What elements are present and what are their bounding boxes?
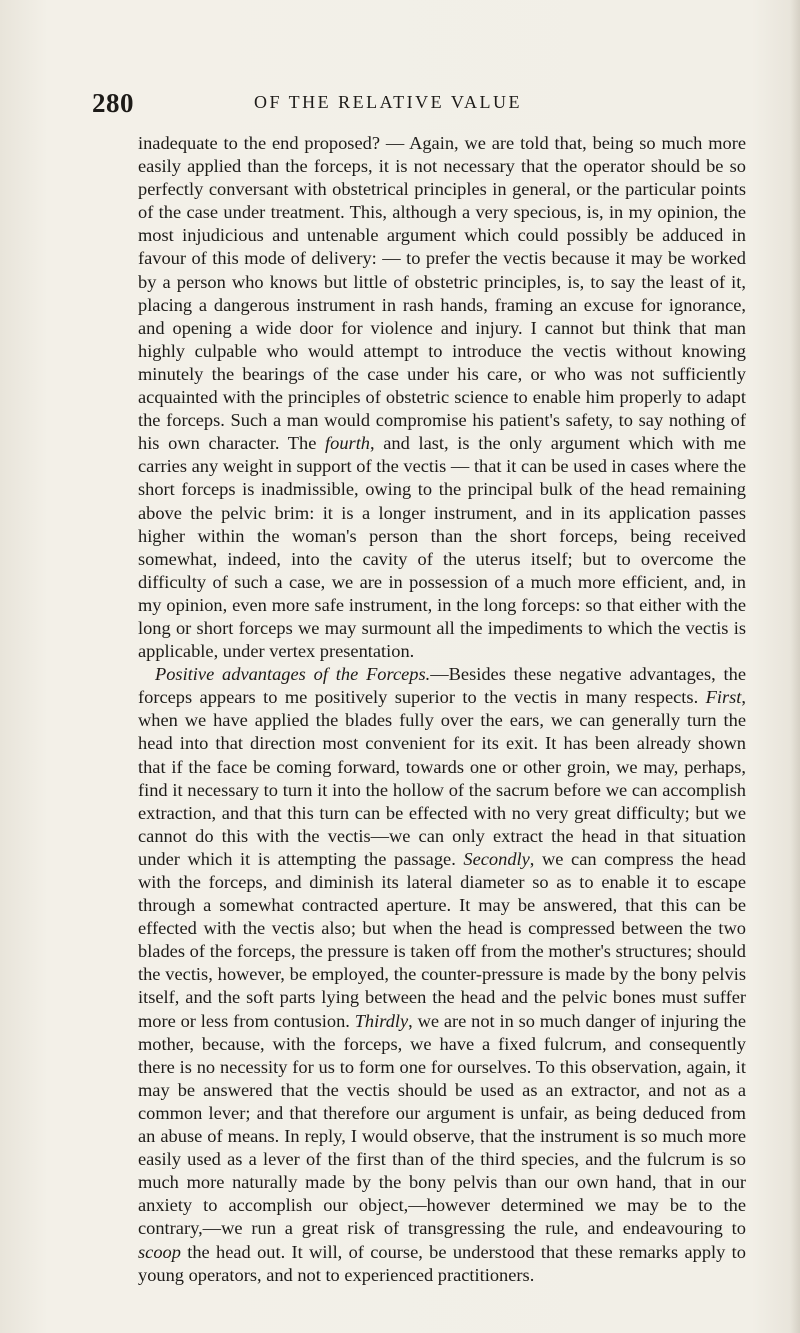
text-segment: , when we have applied the blades fully over the ears, we can generally turn the head into that direction most convenient for its exit. It has been already shown that if the face be coming forward, towards one or other groin, we may, perhaps, find it necessary to turn it into the hollow of the sacrum before we can accomplish extraction, and that this turn can be effected with no very great difficulty; but we cannot do this with the vectis—we can only extract the head in that situation under which it is attempting the passage. [138,687,746,869]
page-number: 280 [92,88,134,118]
text-segment: —Besides these negative advantages, the forceps appears to me positively superior to the vectis in many respects. [138,664,746,708]
paragraph-2 [138,663,746,1287]
text-segment: , we are not in so much danger of injuring the mother, because, with the forceps, we have a fixed fulcrum, and consequently there is no necessity for us to form one for ourselves. To this observation, again, it may be answered that the vectis should be used as an extractor, and not as a common lever; and that therefore our argument is unfair, as being deduced from an abuse of means. In reply, I would observe, that the instrument is so much more easily used as a lever of the first than of the third species, and the fulcrum is so much more naturally made by the bony pelvis than our own hand, that in our anxiety to accomplish our object,—however determined we may be to the contrary,—we run a great risk of transgressing the rule, and endeavouring to [138,1010,746,1239]
page-edge-shadow [790,0,800,1333]
emphasis-first: First [705,687,742,708]
text-segment: , and last, is the only argument which with me carries any weight in support of the vectis — that it can be used in cases where the short forceps is inadmissible, owing to the principal bulk of the head remaining above the pelvic brim: it is a longer instrument, and in its application passes higher within the woman's person than the short forceps, being received somewhat, indeed, into the cavity of the uterus itself; but to overcome the difficulty of such a case, we are in possession of a much more efficient, and, in my opinion, even more safe instrument, in the long forceps: so that either with the long or short forceps we may surmount all the impediments to which the vectis is applicable, under vertex presentation. [138,433,746,662]
text-segment: , we can compress the head with the forceps, and diminish its lateral diameter so as to enable it to escape through a somewhat contracted aperture. It may be answered, that this can be effected with the vectis also; but when the head is compressed between the two blades of the forceps, the pressure is taken off from the mother's structures; should the vectis, however, be employed, the counter-pressure is made by the bony pelvis itself, and the soft parts lying between the head and the pelvic bones must suffer more or less from contusion. [138,848,746,1031]
emphasis-thirdly: Thirdly [354,1010,409,1031]
emphasis-scoop: scoop [138,1241,181,1262]
text-segment: inadequate to the end proposed? — Again, we are told that, being so much more easily applied than the forceps, it is not necessary that the operator should be so perfectly conversant with obstetrical principles in general, or the particular points of the case under treatment. This, although a very specious, is, in my opinion, the most injudicious and untenable argument which could possibly be adduced in favour of this mode of delivery: — to prefer the vectis because it may be worked by a person who knows but little of obstetric principles, is, to say the least of it, placing a dangerous instrument in rash hands, framing an excuse for ignorance, and opening a wide door for violence and injury. I cannot but think that man highly culpable who would attempt to introduce the vectis without knowing minutely the bearings of the case under his care, or who was not sufficiently acquainted with the principles of obstetric science to enable him properly to adapt the forceps. Such a man would compromise his patient's safety, to say nothing of his own character. The [138,133,746,454]
emphasis-secondly: Secondly [463,848,530,869]
emphasis-fourth: fourth [325,433,370,454]
paragraph-1 [138,132,746,663]
running-title: OF THE RELATIVE VALUE [254,92,522,112]
body-text [138,132,746,1287]
running-head [92,88,752,122]
text-segment: the head out. It will, of course, be understood that these remarks apply to young operators, and not to experienced practitioners. [138,1241,746,1285]
section-heading-positive-advantages: Positive advantages of the Forceps. [155,664,431,685]
